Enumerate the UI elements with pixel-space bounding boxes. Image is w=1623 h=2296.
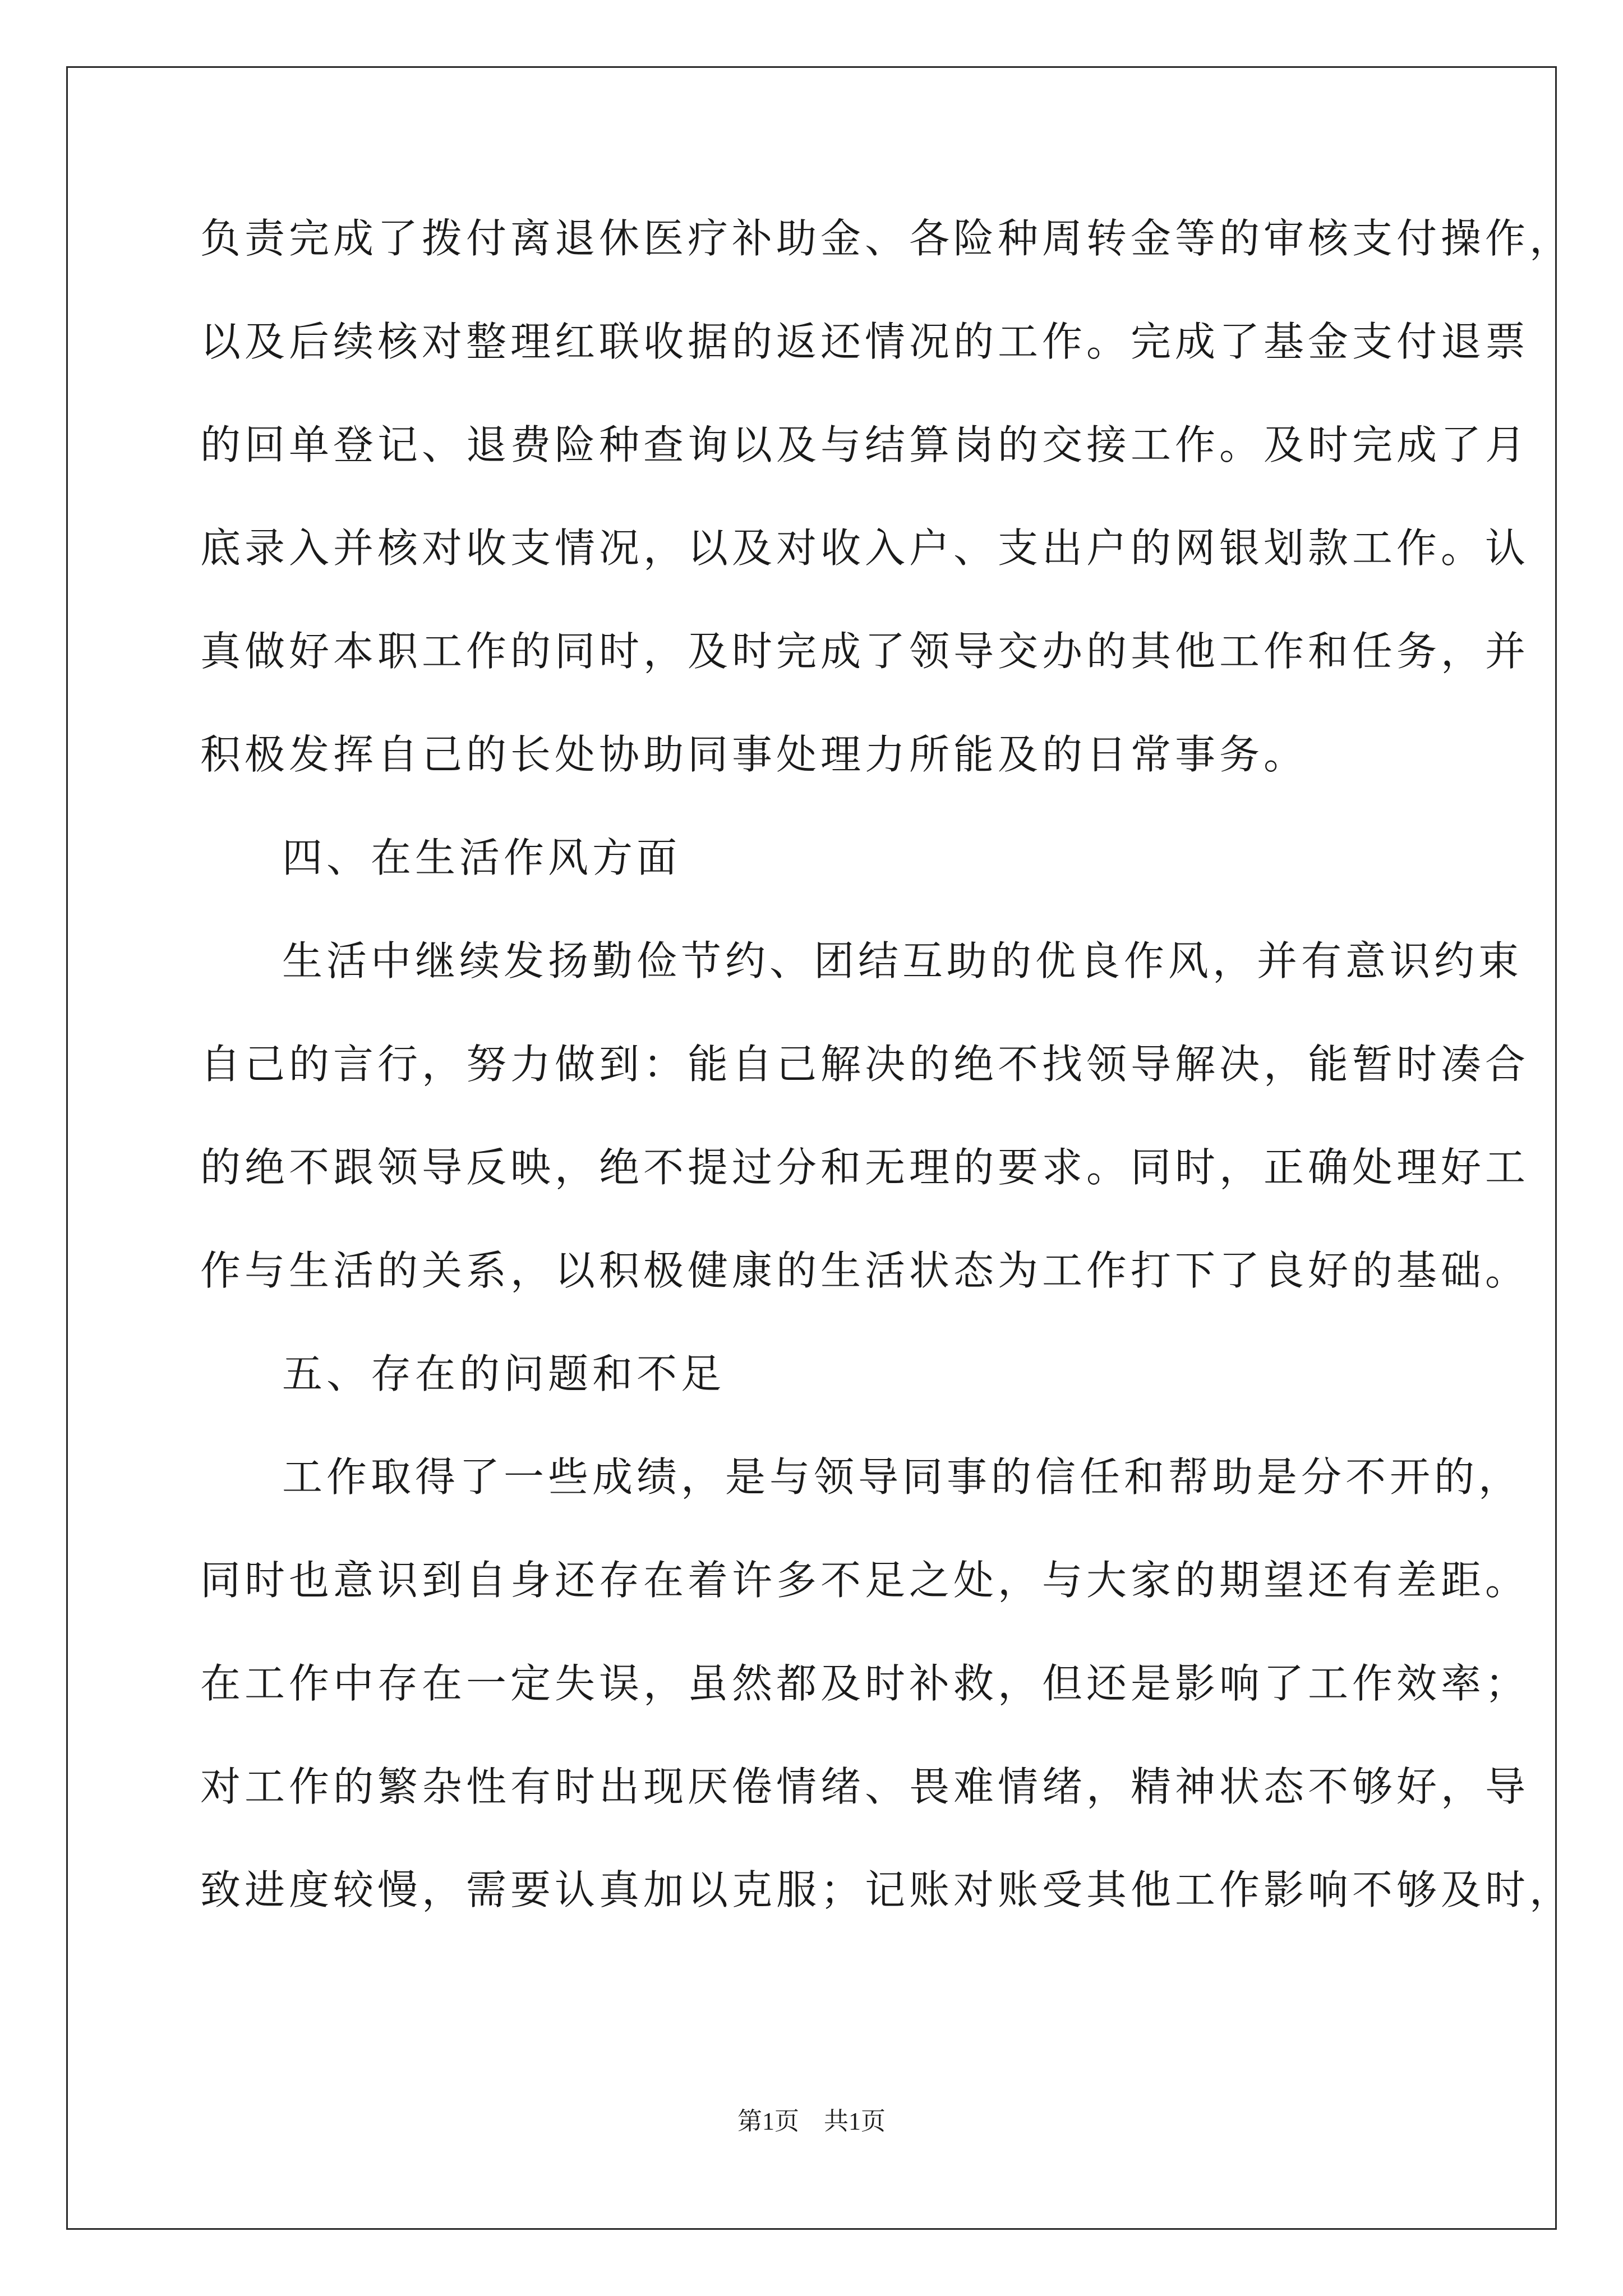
body-line: 自己的言行，努力做到：能自己解决的绝不找领导解决，能暂时凑合: [200, 1041, 1530, 1088]
body-line: 积极发挥自己的长处协助同事处理力所能及的日常事务。: [200, 731, 1308, 778]
section-heading-4: 四、在生活作风方面: [282, 834, 681, 881]
body-line: 工作取得了一些成绩，是与领导同事的信任和帮助是分不开的，: [282, 1453, 1523, 1501]
body-line: 作与生活的关系，以积极健康的生活状态为工作打下了良好的基础。: [200, 1247, 1530, 1294]
body-line: 致进度较慢，需要认真加以克服；记账对账受其他工作影响不够及时，: [200, 1866, 1574, 1913]
body-line: 同时也意识到自身还存在着许多不足之处，与大家的期望还有差距。: [200, 1557, 1530, 1604]
section-heading-5: 五、存在的问题和不足: [282, 1350, 726, 1397]
body-line: 在工作中存在一定失误，虽然都及时补救，但还是影响了工作效率；: [200, 1660, 1530, 1707]
body-line: 对工作的繁杂性有时出现厌倦情绪、畏难情绪，精神状态不够好，导: [200, 1763, 1530, 1810]
body-line: 真做好本职工作的同时，及时完成了领导交办的其他工作和任务，并: [200, 628, 1530, 675]
page-number-footer: 第1页 共1页: [737, 2108, 886, 2135]
body-line: 负责完成了拨付离退休医疗补助金、各险种周转金等的审核支付操作，: [200, 215, 1574, 262]
body-line: 生活中继续发扬勤俭节约、团结互助的优良作风，并有意识约束: [282, 937, 1523, 984]
body-line: 底录入并核对收支情况，以及对收入户、支出户的网银划款工作。认: [200, 524, 1530, 572]
body-line: 的绝不跟领导反映，绝不提过分和无理的要求。同时，正确处理好工: [200, 1144, 1530, 1191]
body-line: 以及后续核对整理红联收据的返还情况的工作。完成了基金支付退票: [200, 318, 1530, 365]
body-line: 的回单登记、退费险种查询以及与结算岗的交接工作。及时完成了月: [200, 421, 1530, 468]
document-body: [200, 213, 1574, 1968]
